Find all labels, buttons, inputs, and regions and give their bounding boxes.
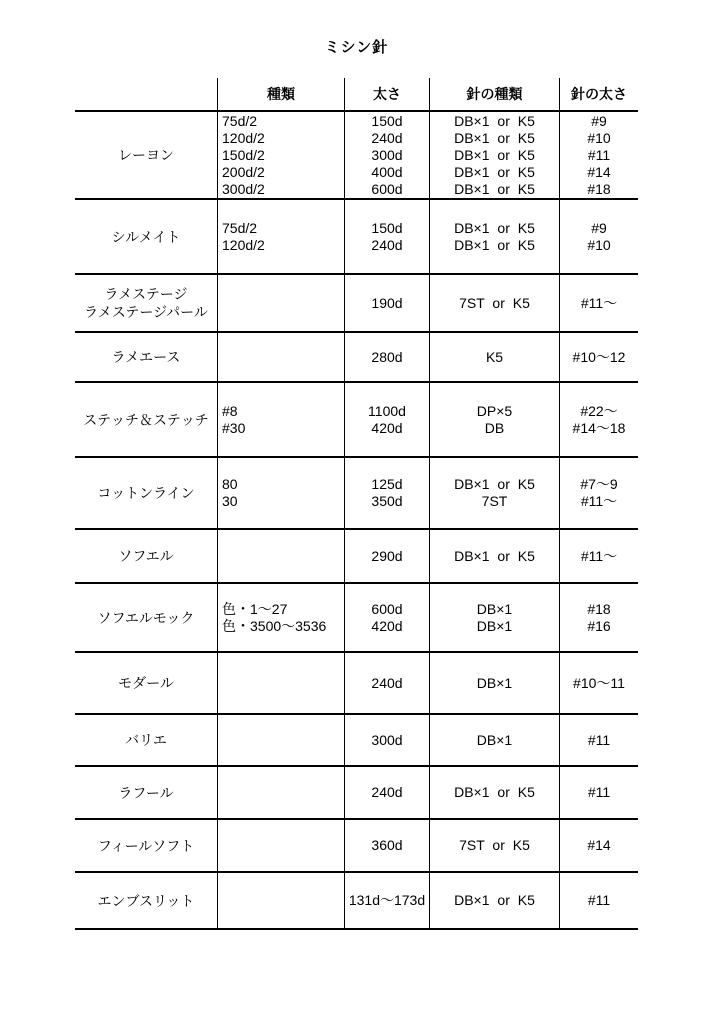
needle-type-cell	[430, 873, 560, 928]
cell-line: 190d	[371, 294, 403, 311]
cell-line: 420d	[371, 617, 403, 634]
cell-line: 240d	[371, 236, 403, 253]
cell-line: #10	[587, 236, 611, 253]
cell-line: 240d	[371, 674, 403, 691]
type-cell	[218, 584, 345, 651]
cell-line: #11～	[580, 493, 618, 509]
cell-line: #11～	[580, 547, 618, 564]
cell-line: ソフエルモック	[97, 609, 195, 626]
thickness-cell	[345, 275, 430, 331]
cell-line: DB×1 or K5	[454, 163, 535, 180]
cell-line: エンブスリット	[97, 892, 195, 909]
product-name-cell	[75, 333, 218, 381]
type-cell	[218, 530, 345, 582]
cell-line: #9	[591, 219, 607, 236]
cell-line: 125d	[371, 476, 403, 492]
table-row	[75, 112, 638, 200]
type-cell	[218, 458, 345, 528]
cell-line: 420d	[371, 419, 403, 436]
cell-line: DB×1 or K5	[454, 180, 535, 197]
needle-type-cell	[430, 275, 560, 331]
needle-thickness-cell	[560, 767, 638, 818]
type-cell	[218, 767, 345, 818]
needle-thickness-cell	[560, 820, 638, 871]
needle-thickness-cell	[560, 112, 638, 198]
cell-line: DB×1 or K5	[454, 476, 535, 492]
table-row	[75, 715, 638, 767]
type-cell	[218, 383, 345, 456]
table-row	[75, 333, 638, 383]
thickness-cell	[345, 530, 430, 582]
table-row	[75, 200, 638, 275]
cell-line: #10～11	[573, 674, 625, 691]
cell-line: 600d	[371, 180, 403, 197]
table-row	[75, 653, 638, 715]
cell-line: コットンライン	[97, 485, 195, 501]
cell-line: #10～12	[572, 348, 626, 365]
cell-line: #30	[222, 419, 246, 436]
type-cell	[218, 653, 345, 713]
cell-line: #16	[587, 617, 611, 634]
needle-thickness-cell	[560, 458, 638, 528]
type-cell	[218, 873, 345, 928]
type-cell	[218, 333, 345, 381]
cell-line: 150d	[371, 112, 403, 129]
thickness-cell	[345, 820, 430, 871]
cell-line: 7ST or K5	[459, 837, 530, 853]
cell-line: 400d	[371, 163, 403, 180]
cell-line: 色・3500～3536	[222, 617, 327, 634]
cell-line: DB×1 or K5	[454, 219, 535, 236]
thickness-cell	[345, 873, 430, 928]
table-row	[75, 530, 638, 584]
table-row	[75, 584, 638, 653]
table-body	[75, 112, 638, 930]
needle-type-cell	[430, 112, 560, 198]
cell-line: DP×5	[476, 402, 513, 419]
cell-line: 360d	[371, 837, 403, 853]
needle-thickness-cell	[560, 383, 638, 456]
thickness-cell	[345, 333, 430, 381]
cell-line: 7ST	[481, 493, 508, 509]
cell-line: DB×1 or K5	[454, 112, 535, 129]
cell-line: ステッチ＆ステッチ	[83, 411, 209, 428]
needle-thickness-cell	[560, 873, 638, 928]
cell-line: 300d	[371, 731, 403, 748]
needle-thickness-cell	[560, 333, 638, 381]
needle-type-cell	[430, 333, 560, 381]
needle-type-cell	[430, 383, 560, 456]
cell-line: #11	[587, 784, 611, 800]
header-cell-needle-type: 針の種類	[430, 78, 560, 110]
product-name-cell	[75, 873, 218, 928]
cell-line: 200d/2	[222, 163, 265, 180]
cell-line: 150d	[371, 219, 403, 236]
cell-line: DB×1 or K5	[454, 784, 535, 800]
cell-line: 75d/2	[222, 219, 258, 236]
product-name-cell	[75, 530, 218, 582]
needle-thickness-cell	[560, 653, 638, 713]
thickness-cell	[345, 458, 430, 528]
product-name-cell	[75, 584, 218, 651]
product-name-cell	[75, 275, 218, 331]
cell-line: レーヨン	[118, 147, 174, 163]
needle-thickness-cell	[560, 530, 638, 582]
thickness-cell	[345, 112, 430, 198]
product-name-cell	[75, 715, 218, 765]
needle-type-cell	[430, 584, 560, 651]
cell-line: #14～18	[572, 419, 626, 436]
table-row	[75, 820, 638, 873]
needle-type-cell	[430, 820, 560, 871]
needle-type-cell	[430, 200, 560, 273]
cell-line: #11	[587, 146, 611, 163]
cell-line: 280d	[371, 348, 403, 365]
cell-line: 7ST or K5	[459, 294, 530, 311]
cell-line: #7～9	[580, 476, 618, 492]
cell-line: 150d/2	[222, 146, 265, 163]
cell-line: DB×1	[476, 600, 513, 617]
cell-line: ラメステージパール	[84, 304, 208, 320]
thickness-cell	[345, 200, 430, 273]
header-cell-type: 種類	[218, 78, 345, 110]
cell-line: 290d	[371, 547, 403, 564]
cell-line: DB×1 or K5	[454, 129, 535, 146]
product-name-cell	[75, 112, 218, 198]
needle-type-cell	[430, 715, 560, 765]
table-header-row	[75, 78, 638, 112]
cell-line: DB×1	[476, 731, 513, 748]
cell-line: #11	[587, 731, 611, 748]
cell-line: #9	[591, 112, 607, 129]
cell-line: フィールソフト	[97, 837, 195, 854]
cell-line: DB×1 or K5	[454, 236, 535, 253]
needle-thickness-cell	[560, 200, 638, 273]
table-row	[75, 767, 638, 820]
table-row	[75, 458, 638, 530]
cell-line: #11～	[580, 294, 618, 311]
cell-line: #18	[587, 180, 611, 197]
type-cell	[218, 715, 345, 765]
cell-line: 色・1～27	[222, 600, 288, 617]
thickness-cell	[345, 653, 430, 713]
cell-line: DB×1	[476, 617, 513, 634]
needle-type-cell	[430, 530, 560, 582]
cell-line: 240d	[371, 784, 403, 800]
thickness-cell	[345, 383, 430, 456]
needle-thickness-cell	[560, 584, 638, 651]
cell-line: 300d/2	[222, 180, 265, 197]
cell-line: 600d	[371, 600, 403, 617]
type-cell	[218, 112, 345, 198]
needle-type-cell	[430, 653, 560, 713]
needle-type-cell	[430, 767, 560, 818]
thickness-cell	[345, 584, 430, 651]
cell-line: モダール	[118, 675, 174, 691]
header-cell-needle-thickness: 針の太さ	[571, 85, 627, 102]
cell-line: 350d	[371, 493, 403, 509]
product-name-cell	[75, 458, 218, 528]
needle-thickness-cell	[560, 715, 638, 765]
table-row	[75, 873, 638, 930]
product-name-cell	[75, 820, 218, 871]
cell-line: 120d/2	[222, 236, 265, 253]
cell-line: 30	[222, 493, 238, 509]
cell-line: DB×1 or K5	[454, 146, 535, 163]
cell-line: K5	[485, 348, 504, 365]
cell-line: #18	[587, 600, 611, 617]
header-cell-thickness: 太さ	[345, 78, 430, 110]
cell-line: 80	[222, 476, 238, 492]
cell-line: DB×1 or K5	[454, 892, 535, 908]
type-cell	[218, 200, 345, 273]
product-name-cell	[75, 383, 218, 456]
table-row	[75, 275, 638, 333]
cell-line: シルメイト	[111, 228, 181, 245]
type-cell	[218, 275, 345, 331]
cell-line: #11	[587, 892, 611, 908]
thickness-cell	[345, 767, 430, 818]
cell-line: #10	[587, 129, 611, 146]
cell-line: 120d/2	[222, 129, 265, 146]
cell-line: ソフエル	[118, 548, 174, 564]
cell-line: 1100d	[368, 402, 406, 419]
cell-line: 75d/2	[222, 112, 258, 129]
cell-line: バリエ	[125, 732, 167, 748]
cell-line: DB×1	[476, 674, 513, 691]
cell-line: DB×1 or K5	[454, 547, 535, 564]
product-name-cell	[75, 653, 218, 713]
cell-line: #14	[587, 163, 611, 180]
header-cell-product	[75, 78, 218, 110]
product-name-cell	[75, 200, 218, 273]
cell-line: ラフール	[118, 784, 174, 801]
cell-line: DB	[484, 419, 505, 436]
table-row	[75, 383, 638, 458]
product-name-cell	[75, 767, 218, 818]
cell-line: #22～	[580, 402, 618, 419]
cell-line: #8	[222, 402, 238, 419]
needle-thickness-cell	[560, 275, 638, 331]
type-cell	[218, 820, 345, 871]
cell-line: #14	[587, 837, 611, 853]
page-title: ミシン針	[324, 39, 389, 56]
cell-line: ラメステージ	[104, 286, 188, 302]
cell-line: 300d	[371, 146, 403, 163]
needle-type-cell	[430, 458, 560, 528]
cell-line: ラメエース	[111, 349, 181, 365]
cell-line: 131d～173d	[348, 892, 426, 908]
cell-line: 240d	[371, 129, 403, 146]
thickness-cell	[345, 715, 430, 765]
sewing-needle-table	[75, 78, 638, 930]
